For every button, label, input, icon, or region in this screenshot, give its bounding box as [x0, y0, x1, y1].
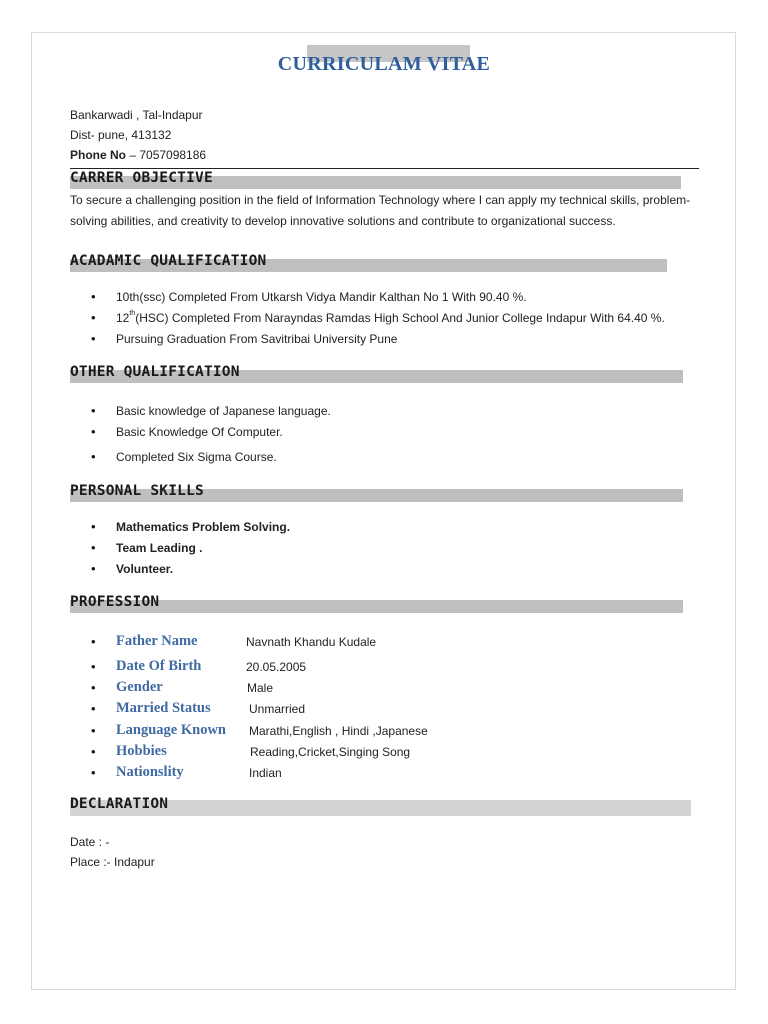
phone-label: Phone No — [70, 148, 126, 162]
phone-line — [70, 148, 206, 162]
bullet-icon: • — [91, 519, 96, 534]
academic-item-1: 10th(ssc) Completed From Utkarsh Vidya Mandir Kalthan No 1 With 90.40 %. — [116, 290, 527, 304]
bullet-icon: • — [91, 331, 96, 346]
profession-heading: PROFESSION — [70, 594, 160, 610]
academic-item-2-superscript: th — [129, 310, 136, 317]
other-item-3: Completed Six Sigma Course. — [116, 450, 277, 464]
dob-label: Date Of Birth — [116, 658, 202, 674]
phone-value: 7057098186 — [139, 148, 207, 162]
nationality-label: Nationslity — [116, 764, 184, 780]
bullet-icon: • — [91, 744, 96, 759]
academic-item-2-text: (HSC) Completed From Narayndas Ramdas High School And Junior College Indapur With 64.40 %. — [135, 311, 665, 325]
nationality-value: Indian — [249, 766, 282, 780]
address-line-2: Dist- pune, 413132 — [70, 128, 172, 142]
other-item-2: Basic Knowledge Of Computer. — [116, 425, 283, 439]
bullet-icon: • — [91, 765, 96, 780]
objective-heading: CARRER OBJECTIVE — [70, 170, 213, 186]
bullet-icon: • — [91, 403, 96, 418]
skills-item-3: Volunteer. — [116, 562, 174, 576]
declaration-heading: DECLARATION — [70, 796, 169, 812]
father-name-value: Navnath Khandu Kudale — [246, 635, 377, 649]
married-status-value: Unmarried — [249, 702, 306, 716]
bullet-icon: • — [91, 424, 96, 439]
gender-label: Gender — [116, 679, 163, 695]
bullet-icon: • — [91, 634, 96, 649]
married-status-label: Married Status — [116, 700, 211, 716]
address-line-1: Bankarwadi , Tal-Indapur — [70, 108, 203, 122]
academic-item-3: Pursuing Graduation From Savitribai University Pune — [116, 332, 398, 346]
header-rule — [70, 168, 699, 169]
academic-heading: ACADAMIC QUALIFICATION — [70, 253, 267, 269]
bullet-icon: • — [91, 701, 96, 716]
academic-item-2 — [116, 311, 665, 325]
declaration-place: Place :- Indapur — [70, 855, 155, 869]
hobbies-label: Hobbies — [116, 743, 167, 759]
language-known-label: Language Known — [116, 722, 226, 738]
bullet-icon: • — [91, 540, 96, 555]
bullet-icon: • — [91, 310, 96, 325]
skills-heading: PERSONAL SKILLS — [70, 483, 204, 499]
bullet-icon: • — [91, 723, 96, 738]
academic-item-2-number: 12 — [116, 311, 130, 325]
bullet-icon: • — [91, 449, 96, 464]
dob-value: 20.05.2005 — [246, 660, 307, 674]
bullet-icon: • — [91, 680, 96, 695]
phone-separator: – — [126, 148, 140, 162]
objective-text: To secure a challenging position in the field of Information Technology where I can apply my technical skills, problem-solving abilities, and creativity to develop innovative solutions and contribute to organizational success. — [70, 193, 691, 228]
other-item-1: Basic knowledge of Japanese language. — [116, 404, 331, 418]
hobbies-value: Reading,Cricket,Singing Song — [250, 745, 411, 759]
document-title: CURRICULAM VITAE — [277, 53, 491, 75]
bullet-icon: • — [91, 561, 96, 576]
language-known-value: Marathi,English , Hindi ,Japanese — [249, 724, 428, 738]
declaration-date: Date : - — [70, 835, 110, 849]
other-heading: OTHER QUALIFICATION — [70, 364, 240, 380]
bullet-icon: • — [91, 659, 96, 674]
skills-item-2: Team Leading . — [116, 541, 203, 555]
father-name-label: Father Name — [116, 633, 198, 649]
skills-item-1: Mathematics Problem Solving. — [116, 520, 291, 534]
bullet-icon: • — [91, 289, 96, 304]
profession-heading-bar — [70, 600, 683, 613]
gender-value: Male — [247, 681, 274, 695]
